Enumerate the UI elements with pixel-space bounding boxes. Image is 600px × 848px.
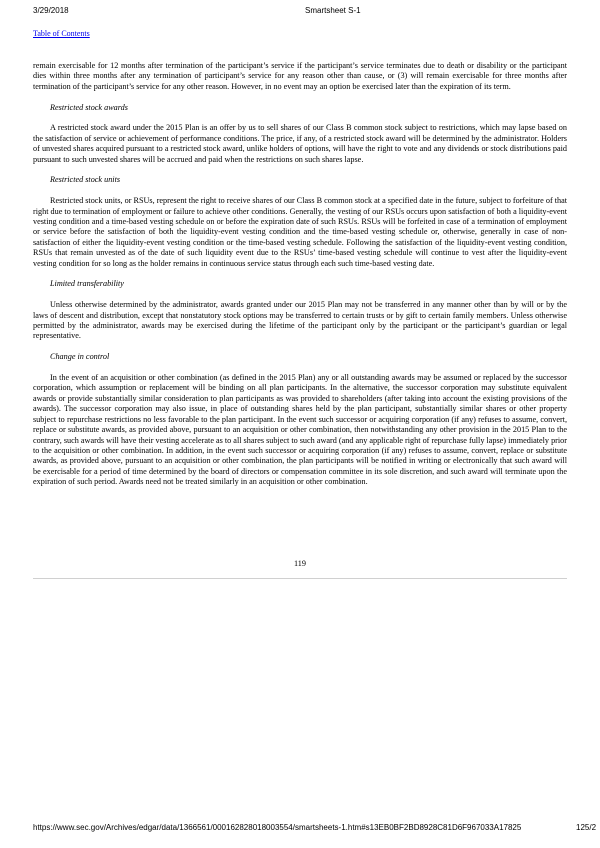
footer-url: https://www.sec.gov/Archives/edgar/data/1366561/000162828018003554/smartsheets-1.htm#s13EB0BF2BD8928C81D6F967033A17825 [33, 823, 522, 832]
paragraph-intro: remain exercisable for 12 months after termination of the participant’s service if the participant’s service terminates due to death or disability or the participant dies within three months after any termination of participant’s service for any reason other than cause, or (3) will remain exercisable for three months after termination of the participant’s service for any other reason. However, in no event may an option be exercised later than the expiration of its term. [33, 61, 567, 91]
document-title: Smartsheet S-1 [305, 6, 361, 15]
heading-limited-transferability: Limited transferability [50, 279, 124, 289]
heading-change-in-control: Change in control [50, 352, 110, 362]
paragraph-restricted-stock-units: Restricted stock units, or RSUs, represent the right to receive shares of our Class B common stock at a specified date in the future, subject to forfeiture of that right due to termination of employment or failure to achieve other conditions. Generally, the vesting of our RSUs occurs upon satisfaction of both a liquidity-event vesting condition and a time-based vesting schedule on or before the expiration date of such RSUs. RSUs will be forfeited in case of a termination of employment or service before the satisfaction of both the liquidity-event vesting condition and the time-based vesting schedule or, otherwise, generally in case of non-satisfaction of either the liquidity-event vesting condition or the time-based vesting schedule. Following the satisfaction of the liquidity-event vesting condition, RSUs that remain unvested as of the date of such liquidity event due to the RSUs’ time-based vesting schedule will continue to vest after the liquidity-event vesting condition for so long as the holder remains in continuous service status through each such time-based vesting date. [33, 196, 567, 268]
heading-restricted-stock-units: Restricted stock units [50, 175, 121, 185]
print-date: 3/29/2018 [33, 6, 69, 15]
document-body [33, 61, 567, 498]
paragraph-change-in-control: In the event of an acquisition or other combination (as defined in the 2015 Plan) any or all outstanding awards may be assumed or replaced by the successor corporation, which assumption or replacement will be binding on all plan participants. In the alternative, the successor corporation may substitute equivalent awards or provide substantially similar consideration to plan participants as was provided to shareholders (after taking into account the existing provisions of the awards). The successor corporation may also issue, in place of outstanding shares held by the plan participant, substantially similar shares or other property subject to repurchase restrictions no less favorable to the plan participant. In the event such successor or acquiring corporation (if any) refuses to assume, convert, replace or substitute awards, as provided above, pursuant to an acquisition or other combination, then notwithstanding any other provision in the 2015 Plan to the contrary, such awards will have their vesting accelerate as to all shares subject to such award (and any applicable right of repurchase fully lapse) immediately prior to the acquisition or other combination. In addition, in the event such successor or acquiring corporation (if any) refuses to assume, convert, replace or substitute awards, as provided above, pursuant to an acquisition or other combination, the plan participants will be notified in writing or electronically that such award will be exercisable for a period of time determined by the board of directors or compensation committee in its sole discretion, and such award will terminate upon the expiration of such period. Awards need not be treated similarly in an acquisition or other combination. [33, 373, 567, 487]
paragraph-limited-transferability: Unless otherwise determined by the administrator, awards granted under our 2015 Plan may not be transferred in any manner other than by will or by the laws of descent and distribution, except that nonstatutory stock options may be transferred to certain trusts or by gift to certain family members. Unless otherwise permitted by the administrator, awards may be exercised during the lifetime of the participant only by the participant or the participant’s guardian or legal representative. [33, 300, 567, 341]
footer-page-count: 125/2 [576, 823, 597, 832]
paragraph-restricted-stock-awards: A restricted stock award under the 2015 Plan is an offer by us to sell shares of our Class B common stock subject to restrictions, which may lapse based on the satisfaction of service or achievement of performance conditions. The price, if any, of a restricted stock award will be determined by the administrator. Holders of unvested shares acquired pursuant to a restricted stock award, unlike holders of options, will have the right to vote and any dividends or stock distributions paid pursuant to such unvested shares will be accrued and paid when the restrictions on such shares lapse. [33, 123, 567, 164]
table-of-contents-link[interactable]: Table of Contents [33, 29, 90, 38]
page-divider [33, 578, 567, 579]
page-number: 119 [294, 559, 306, 568]
heading-restricted-stock-awards: Restricted stock awards [50, 102, 128, 112]
